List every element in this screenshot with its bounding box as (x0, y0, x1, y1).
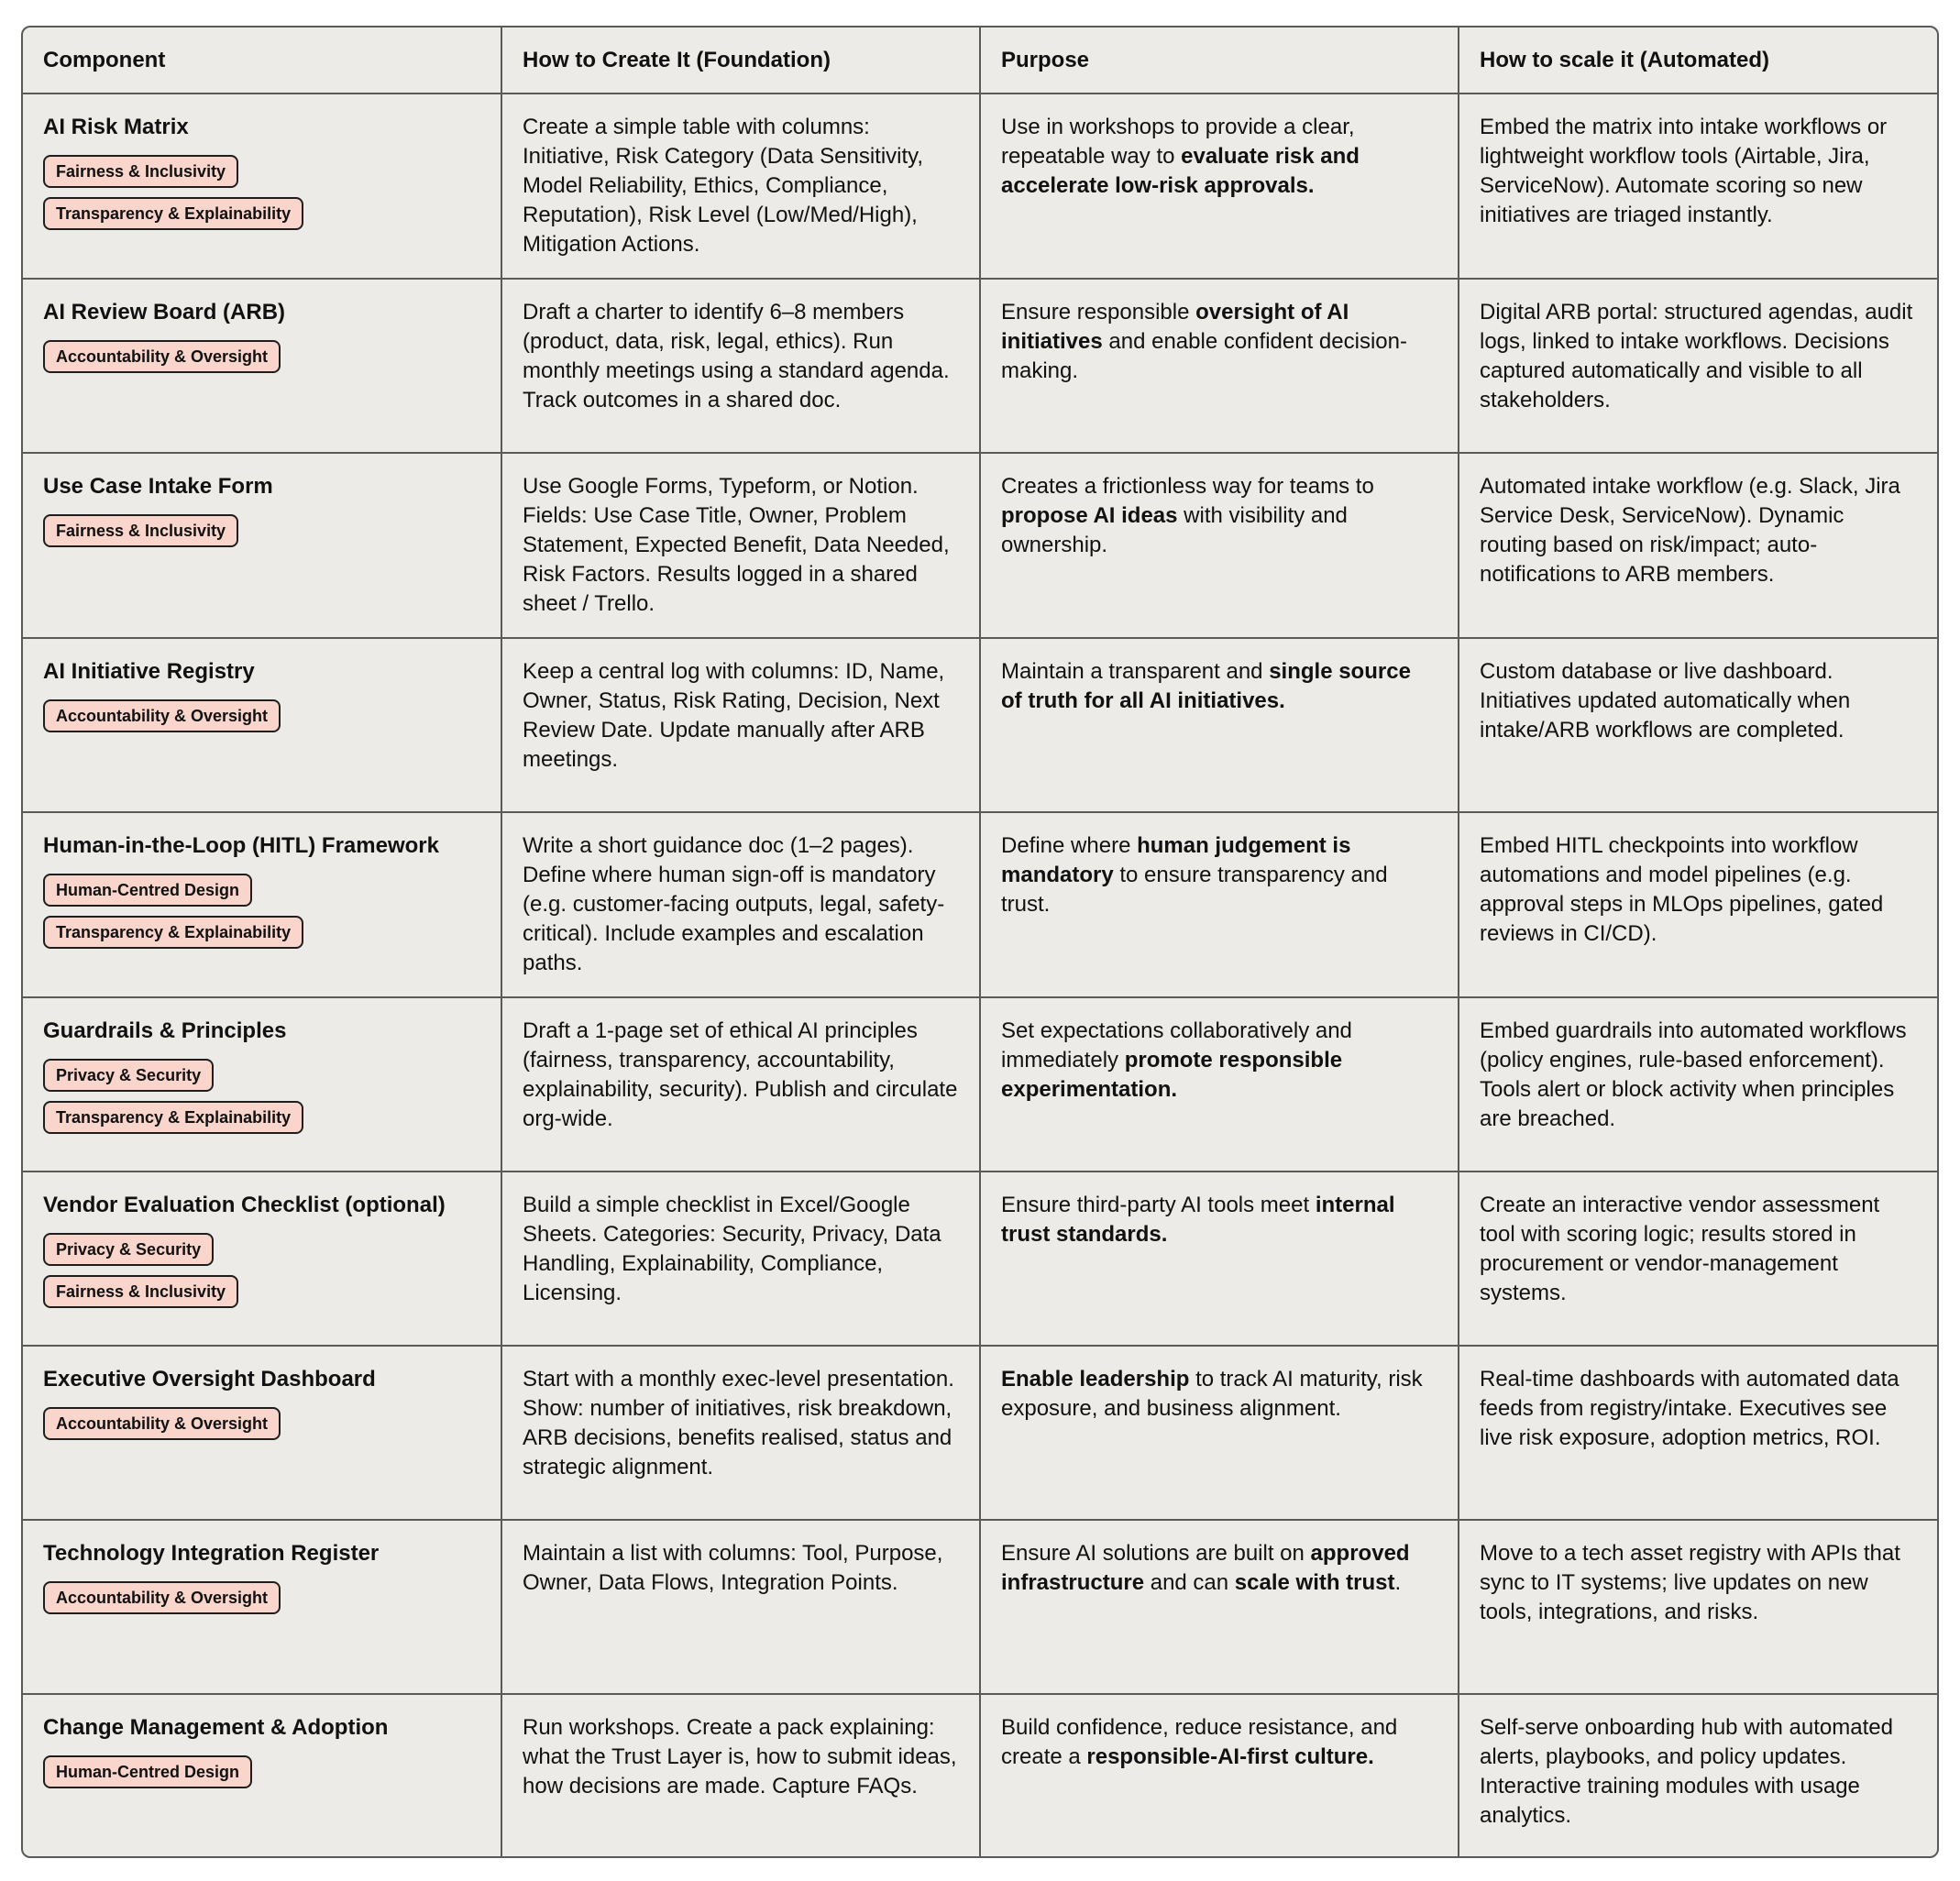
component-name: Guardrails & Principles (43, 1018, 287, 1043)
scale-cell: Digital ARB portal: structured agendas, audit logs, linked to intake workflows. Decisions captured automatically and visible to all stakeholders. (1459, 279, 1937, 453)
scale-cell: Embed HITL checkpoints into workflow automations and model pipelines (e.g. approval steps in MLOps pipelines, gated reviews in CI/CD). (1459, 812, 1937, 997)
purpose-cell (980, 1520, 1459, 1694)
component-cell (23, 812, 501, 997)
purpose-text: Use in workshops to provide a clear, repeatable way to (1001, 115, 1355, 169)
table-row (23, 812, 1937, 997)
purpose-cell (980, 94, 1459, 279)
purpose-text: . (1394, 1570, 1402, 1595)
purpose-emphasis: internal trust standards. (1001, 1193, 1395, 1247)
component-cell (23, 453, 501, 638)
principle-tag: Human-Centred Design (43, 1755, 252, 1788)
scale-cell: Real-time dashboards with automated data feeds from registry/intake. Executives see live risk exposure, adoption metrics, ROI. (1459, 1346, 1937, 1520)
tag-list (43, 1572, 480, 1614)
principle-tag: Accountability & Oversight (43, 340, 281, 373)
component-cell (23, 1694, 501, 1858)
purpose-cell (980, 1694, 1459, 1858)
principle-tag: Human-Centred Design (43, 874, 252, 907)
table-row (23, 94, 1937, 279)
component-cell (23, 94, 501, 279)
table-row (23, 997, 1937, 1172)
tag-list (43, 1746, 480, 1788)
purpose-text: Ensure responsible (1001, 300, 1196, 324)
component-name: Human-in-the-Loop (HITL) Framework (43, 833, 439, 858)
header-foundation: How to Create It (Foundation) (501, 28, 980, 94)
purpose-text: with visibility and ownership. (1001, 503, 1348, 557)
principle-tag: Fairness & Inclusivity (43, 155, 238, 188)
purpose-emphasis: promote responsible experimentation. (1001, 1048, 1343, 1102)
purpose-text: Ensure AI solutions are built on (1001, 1541, 1311, 1566)
purpose-cell (980, 997, 1459, 1172)
principle-tag: Accountability & Oversight (43, 1407, 281, 1440)
foundation-cell: Build a simple checklist in Excel/Google Sheets. Categories: Security, Privacy, Data Handling, Explainability, Compliance, Licensing. (501, 1172, 980, 1346)
governance-table (23, 28, 1937, 1858)
purpose-emphasis: oversight of AI initiatives (1001, 300, 1349, 354)
tag-list (43, 864, 480, 949)
foundation-cell: Draft a charter to identify 6–8 members (product, data, risk, legal, ethics). Run monthly meetings using a standard agenda. Track outcomes in a shared doc. (501, 279, 980, 453)
foundation-cell: Start with a monthly exec-level presentation. Show: number of initiatives, risk breakdown, ARB decisions, benefits realised, status and strategic alignment. (501, 1346, 980, 1520)
purpose-text: Ensure third-party AI tools meet (1001, 1193, 1316, 1217)
component-name: Technology Integration Register (43, 1541, 380, 1566)
principle-tag: Privacy & Security (43, 1059, 214, 1092)
principle-tag: Accountability & Oversight (43, 1581, 281, 1614)
foundation-cell: Run workshops. Create a pack explaining: what the Trust Layer is, how to submit ideas, how decisions are made. Capture FAQs. (501, 1694, 980, 1858)
foundation-cell: Write a short guidance doc (1–2 pages). Define where human sign-off is mandatory (e.g. customer-facing outputs, legal, safety-critical). Include examples and escalation paths. (501, 812, 980, 997)
scale-cell: Automated intake workflow (e.g. Slack, Jira Service Desk, ServiceNow). Dynamic routing based on risk/impact; auto-notifications to ARB members. (1459, 453, 1937, 638)
purpose-text: and enable confident decision-making. (1001, 329, 1407, 383)
component-name: AI Review Board (ARB) (43, 300, 286, 324)
purpose-cell (980, 638, 1459, 812)
header-scale: How to scale it (Automated) (1459, 28, 1937, 94)
foundation-cell: Use Google Forms, Typeform, or Notion. Fields: Use Case Title, Owner, Problem Statement, Expected Benefit, Data Needed, Risk Factors. Results logged in a shared sheet / Trello. (501, 453, 980, 638)
tag-list (43, 1050, 480, 1134)
purpose-emphasis: approved infrastructure (1001, 1541, 1410, 1595)
component-cell (23, 279, 501, 453)
purpose-text: Creates a frictionless way for teams to (1001, 474, 1374, 499)
purpose-text: Set expectations collaboratively and immediately (1001, 1018, 1352, 1072)
component-cell (23, 638, 501, 812)
purpose-emphasis: scale with trust (1234, 1570, 1395, 1595)
principle-tag: Transparency & Explainability (43, 1101, 303, 1134)
tag-list (43, 146, 480, 230)
tag-list (43, 1224, 480, 1308)
foundation-cell: Draft a 1-page set of ethical AI principles (fairness, transparency, accountability, explainability, security). Publish and circulate org-wide. (501, 997, 980, 1172)
purpose-text: Maintain a transparent and (1001, 659, 1270, 684)
component-name: Change Management & Adoption (43, 1715, 389, 1740)
table-row (23, 1520, 1937, 1694)
foundation-cell: Maintain a list with columns: Tool, Purpose, Owner, Data Flows, Integration Points. (501, 1520, 980, 1694)
scale-cell: Create an interactive vendor assessment tool with scoring logic; results stored in procurement or vendor-management systems. (1459, 1172, 1937, 1346)
scale-cell: Self-serve onboarding hub with automated alerts, playbooks, and policy updates. Interactive training modules with usage analytics. (1459, 1694, 1937, 1858)
header-purpose: Purpose (980, 28, 1459, 94)
header-row (23, 28, 1937, 94)
purpose-cell (980, 453, 1459, 638)
purpose-text: to ensure transparency and trust. (1001, 863, 1388, 917)
purpose-emphasis: responsible-AI-first culture. (1086, 1744, 1374, 1769)
component-cell (23, 997, 501, 1172)
table-row (23, 1694, 1937, 1858)
component-name: Use Case Intake Form (43, 474, 273, 499)
component-cell (23, 1520, 501, 1694)
component-name: Executive Oversight Dashboard (43, 1367, 376, 1392)
tag-list (43, 1398, 480, 1440)
principle-tag: Transparency & Explainability (43, 197, 303, 230)
component-name: AI Initiative Registry (43, 659, 255, 684)
purpose-text: to track AI maturity, risk exposure, and business alignment. (1001, 1367, 1423, 1421)
purpose-cell (980, 279, 1459, 453)
table-row (23, 1172, 1937, 1346)
header-component: Component (23, 28, 501, 94)
purpose-cell (980, 1172, 1459, 1346)
table-row (23, 1346, 1937, 1520)
foundation-cell: Create a simple table with columns: Initiative, Risk Category (Data Sensitivity, Model Reliability, Ethics, Compliance, Reputation), Risk Level (Low/Med/High), Mitigation Actions. (501, 94, 980, 279)
tag-list (43, 505, 480, 547)
component-cell (23, 1172, 501, 1346)
governance-table-container (21, 26, 1939, 1858)
table-row (23, 453, 1937, 638)
purpose-emphasis: single source of truth for all AI initiatives. (1001, 659, 1411, 713)
component-name: Vendor Evaluation Checklist (optional) (43, 1193, 446, 1217)
purpose-emphasis: Enable leadership (1001, 1367, 1190, 1392)
purpose-text: Build confidence, reduce resistance, and create a (1001, 1715, 1398, 1769)
purpose-emphasis: human judgement is mandatory (1001, 833, 1351, 887)
table-body (23, 94, 1937, 1858)
purpose-emphasis: propose AI ideas (1001, 503, 1178, 528)
purpose-text: Define where (1001, 833, 1138, 858)
scale-cell: Embed the matrix into intake workflows or lightweight workflow tools (Airtable, Jira, ServiceNow). Automate scoring so new initiatives are triaged instantly. (1459, 94, 1937, 279)
tag-list (43, 331, 480, 373)
principle-tag: Fairness & Inclusivity (43, 1275, 238, 1308)
table-row (23, 279, 1937, 453)
component-cell (23, 1346, 501, 1520)
purpose-cell (980, 812, 1459, 997)
table-row (23, 638, 1937, 812)
principle-tag: Fairness & Inclusivity (43, 514, 238, 547)
foundation-cell: Keep a central log with columns: ID, Name, Owner, Status, Risk Rating, Decision, Next Review Date. Update manually after ARB meetings. (501, 638, 980, 812)
purpose-cell (980, 1346, 1459, 1520)
tag-list (43, 690, 480, 732)
component-name: AI Risk Matrix (43, 115, 189, 139)
principle-tag: Accountability & Oversight (43, 699, 281, 732)
scale-cell: Embed guardrails into automated workflows (policy engines, rule-based enforcement). Tools alert or block activity when principles are breached. (1459, 997, 1937, 1172)
scale-cell: Custom database or live dashboard. Initiatives updated automatically when intake/ARB workflows are completed. (1459, 638, 1937, 812)
purpose-emphasis: evaluate risk and accelerate low-risk approvals. (1001, 144, 1360, 198)
principle-tag: Transparency & Explainability (43, 916, 303, 949)
purpose-text: and can (1144, 1570, 1235, 1595)
principle-tag: Privacy & Security (43, 1233, 214, 1266)
scale-cell: Move to a tech asset registry with APIs that sync to IT systems; live updates on new tools, integrations, and risks. (1459, 1520, 1937, 1694)
